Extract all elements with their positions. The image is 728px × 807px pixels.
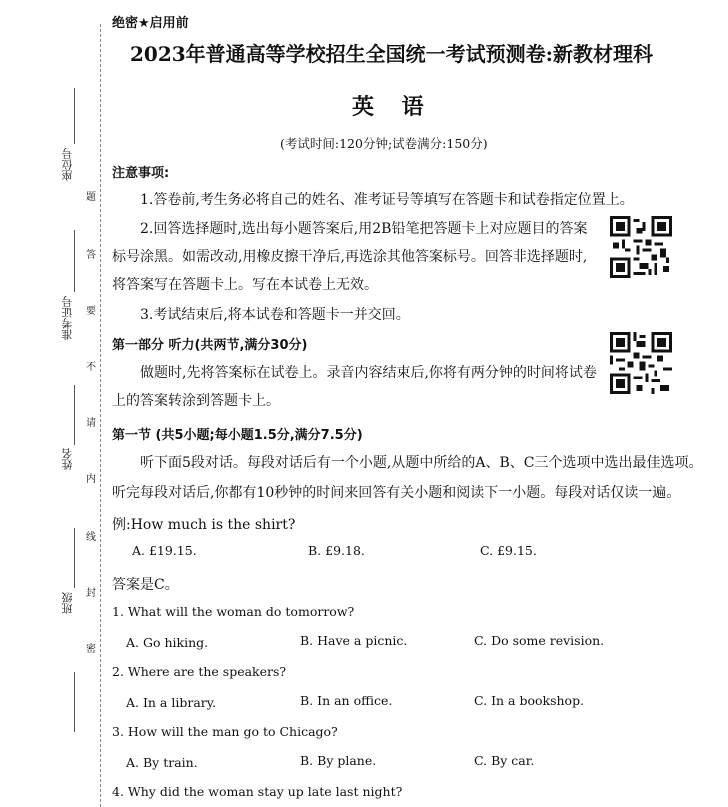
part1-instruction: 做题时,先将答案标在试卷上。录音内容结束后,你将有两分钟的时间将试卷	[140, 365, 597, 381]
subject-title: 英 语	[352, 95, 434, 120]
note-item: 2.回答选择题时,选出每小题答案后,用2B铅笔把答题卡上对应题目的答案	[140, 221, 588, 237]
seal-char: 密	[86, 638, 96, 657]
question-option: A. Go hiking.	[126, 635, 209, 650]
note-item: 标号涂黑。如需改动,用橡皮擦干净后,再选涂其他答案标号。回答非选择题时,	[112, 249, 588, 265]
example-question: 例:How much is the shirt?	[112, 517, 296, 533]
seal-char: 封	[86, 582, 96, 601]
question-option: B. Have a picnic.	[300, 633, 408, 648]
seal-char: 线	[86, 526, 96, 545]
example-option-b: B. £9.18.	[308, 543, 365, 558]
exam-title: 2023年普通高等学校招生全国统一考试预测卷:新教材理科	[130, 42, 654, 66]
seal-char: 题	[86, 186, 96, 205]
question-option: B. In an office.	[300, 693, 393, 708]
seat-number-label: 座位号	[61, 148, 74, 181]
note-item: 3.考试结束后,将本试卷和答题卡一并交回。	[140, 307, 410, 323]
part1-heading: 第一部分 听力(共两节,满分30分)	[112, 338, 308, 353]
class-label: 班级	[61, 592, 74, 614]
question-option: C. By car.	[474, 753, 535, 768]
note-item: 将答案写在答题卡上。写在本试卷上无效。	[112, 277, 378, 293]
seal-char: 要	[86, 300, 96, 319]
exam-id-line	[74, 230, 75, 292]
note-item: 1.答卷前,考生务必将自己的姓名、准考证号等填写在答题卡和试卷指定位置上。	[140, 192, 634, 208]
section1-instruction: 听下面5段对话。每段对话后有一个小题,从题中所给的A、B、C三个选项中选出最佳选项。	[140, 455, 703, 471]
question-text: 1. What will the woman do tomorrow?	[112, 604, 355, 619]
question-text: 3. How will the man go to Chicago?	[112, 724, 338, 739]
question-text: 4. Why did the woman stay up late last night?	[112, 784, 403, 799]
question-text: 2. Where are the speakers?	[112, 664, 287, 679]
extra-line	[74, 672, 75, 732]
seal-char: 请	[86, 412, 96, 431]
example-option-c: C. £9.15.	[480, 543, 537, 558]
binding-dashed-line	[100, 24, 101, 807]
confidential-mark: 绝密★启用前	[112, 16, 189, 31]
exam-id-label: 准考证号	[61, 296, 74, 340]
example-answer: 答案是C。	[112, 577, 179, 593]
question-option: A. In a library.	[126, 695, 217, 710]
seal-char: 不	[86, 356, 96, 375]
question-option: A. By train.	[126, 755, 198, 770]
part1-instruction: 上的答案转涂到答题卡上。	[112, 393, 280, 409]
question-option: C. In a bookshop.	[474, 693, 585, 708]
exam-info: (考试时间:120分钟;试卷满分:150分)	[280, 136, 488, 151]
question-option: C. Do some revision.	[474, 633, 605, 648]
notes-heading: 注意事项:	[112, 166, 170, 181]
seat-number-line	[74, 88, 75, 144]
class-line	[74, 528, 75, 588]
name-label: 姓名	[61, 448, 74, 470]
seal-char: 答	[86, 244, 96, 263]
qr-code-image	[610, 332, 672, 394]
question-option: B. By plane.	[300, 753, 377, 768]
example-option-a: A. £19.15.	[132, 543, 197, 558]
qr-code-image	[610, 216, 672, 278]
section1-heading: 第一节 (共5小题;每小题1.5分,满分7.5分)	[112, 428, 363, 443]
section1-instruction: 听完每段对话后,你都有10秒钟的时间来回答有关小题和阅读下一小题。每段对话仅读一遍。	[112, 485, 681, 501]
name-line	[74, 385, 75, 445]
seal-char: 内	[86, 468, 96, 487]
